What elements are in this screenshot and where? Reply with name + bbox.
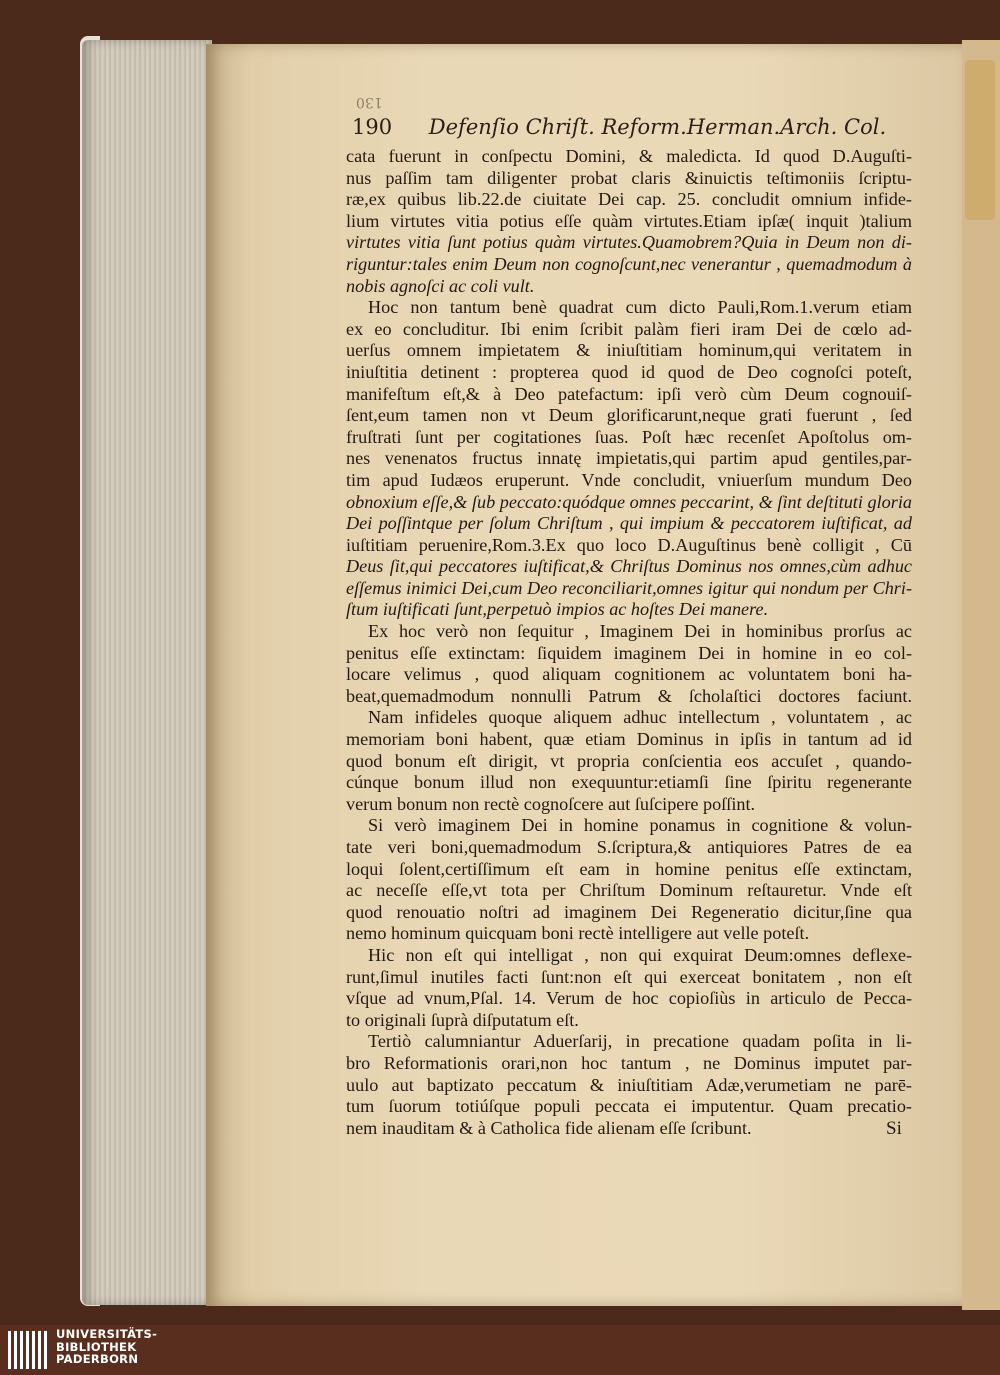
body-text (346, 146, 912, 1139)
library-logo-icon (8, 1331, 48, 1369)
inverted-page-mark: 130 (356, 94, 383, 110)
text-line: Si verò imaginem Dei in homine ponamus in cognitione & volun- (368, 815, 912, 836)
text-line: ſtum iuſtificati ſunt,perpetuò impios ac hoſtes Dei manere. (346, 599, 769, 620)
text-line: uulo aut baptizato peccatum & iniuſtitiam Adæ,verumetiam ne parē- (346, 1074, 912, 1095)
library-name-line: PADERBORN (56, 1352, 139, 1366)
text-line: virtutes vitia ſunt potius quàm virtutes.Quamobrem?Quia in Deum non di- (346, 232, 912, 253)
text-line: quod bonum eſt dirigit, vt propria conſcientia eos accuſet , quando- (346, 750, 912, 771)
catchword: Si (886, 1118, 902, 1139)
text-line: Deus ſit,qui peccatores iuſtificat,& Chriſtus Dominus nos omnes,cùm adhuc (346, 556, 912, 577)
text-line: iniuſtitia detinent : propterea quod id quod de Deo cognoſci poteſt, (346, 361, 912, 382)
text-line: Hic non eſt qui intelligat , non qui exquirat Deum:omnes deflexe- (368, 944, 912, 965)
page-number: 190 (352, 115, 393, 139)
library-name-line: UNIVERSITÄTS- (56, 1327, 158, 1341)
text-line: quod renouatio noſtri ad imaginem Dei Regeneratio dicitur,ſine qua (346, 901, 912, 922)
text-line: fruſtrati ſunt per cogitationes ſuas. Poſt hæc recenſet Apoſtolus om- (346, 426, 912, 447)
text-line: bro Reformationis orari,non hoc tantum , ne Dominus imputet par- (346, 1052, 912, 1073)
text-line: lium virtutes vitia potius eſſe quàm virtutes.Etiam ipſæ( inquit )talium (346, 210, 912, 231)
text-line: runt,ſimul inutiles facti ſunt:non eſt qui exerceat bonitatem , non eſt (346, 966, 912, 987)
text-line: obnoxium eſſe,& ſub peccato:quódque omnes peccarint, & ſint deſtituti gloria (346, 491, 912, 512)
text-line: vſque ad vnum,Pſal. 14. Verum de hoc copioſiùs in articulo de Pecca- (346, 988, 912, 1009)
text-line: nem inauditam & à Catholica fide alienam eſſe ſcribunt. (346, 1117, 752, 1138)
text-line: ræ,ex quibus lib.22.de ciuitate Dei cap. 25. concludit omnium infide- (346, 189, 912, 210)
text-line: riguntur:tales enim Deum non cognoſcunt,nec venerantur , quemadmodum à (346, 253, 912, 274)
text-line: Nam infideles quoque aliquem adhuc intellectum , voluntatem , ac (368, 707, 912, 728)
text-line: nus paſſim tam diligenter probat claris &inuictis teſtimoniis ſcriptu- (346, 167, 912, 188)
book-page-edges (82, 40, 212, 1305)
text-line: uerſus omnem impietatem & iniuſtitiam hominum,qui veritatem in (346, 340, 912, 361)
text-line: memoriam boni habent, quæ etiam Dominus in ipſis in tantum ad id (346, 729, 912, 750)
text-line: locare velimus , quod aliquam cognitionem ac voluntatem boni ha- (346, 664, 912, 685)
text-line: ex eo concluditur. Ibi enim ſcribit palàm fieri iram Dei de cœlo ad- (346, 318, 912, 339)
text-line: Ex hoc verò non ſequitur , Imaginem Dei in hominibus prorſus ac (368, 621, 912, 642)
text-line: cata fuerunt in conſpectu Domini, & maledicta. Id quod D.Auguſti- (346, 146, 912, 166)
library-name (56, 1328, 157, 1366)
text-line: manifeſtum eſt,& à Deo patefactum: ipſi verò cùm Deum cognouiſ- (346, 383, 912, 404)
text-line: ſent,eum tamen non vt Deum glorificarunt,neque grati fuerunt , ſed (346, 405, 912, 426)
facing-page-stain (965, 60, 995, 220)
facing-page-edge (962, 40, 1000, 1310)
text-line: iuſtitiam peruenire,Rom.3.Ex quo loco D.Auguſtinus benè colligit , Cū (346, 534, 912, 555)
text-line: nobis agnoſci ac coli vult. (346, 275, 535, 296)
text-line: penitus eſſe extinctam: ſiquidem imaginem Dei in homine in eo col- (346, 642, 912, 663)
library-name-line: BIBLIOTHEK (56, 1339, 137, 1354)
running-title: Defenſio Chriſt. Reform.Herman.Arch. Col. (428, 115, 887, 139)
text-line: tum ſuorum totiúſque populi peccata ei imputentur. Quam precatio- (346, 1096, 912, 1117)
text-line: verum bonum non rectè cognoſcere aut ſuſcipere poſſint. (346, 793, 756, 814)
running-head (352, 115, 912, 139)
text-line: Dei poſſintque per ſolum Chriſtum , qui impium & peccatorem iuſtificat, ad (346, 513, 912, 534)
text-line: loqui ſolent,certiſſimum eſt eam in homine penitus eſſe extinctam, (346, 858, 912, 879)
text-line: ac neceſſe eſſe,vt tota per Chriſtum Dominum reſtauretur. Vnde eſt (346, 880, 912, 901)
text-line: beat,quemadmodum nonnulli Patrum & ſcholaſtici doctores faciunt. (346, 685, 912, 706)
text-line: cúnque bonum illud non exequuntur:etiamſi ſine ſpiritu regenerante (346, 772, 912, 793)
text-line: nes venenatos fructus innatę impietatis,qui partim apud gentiles,par- (346, 448, 912, 469)
text-line: Tertiò calumniantur Aduerſarij, in precatione quadam poſita in li- (368, 1031, 912, 1052)
text-line: to originali ſuprà diſputatum eſt. (346, 1009, 579, 1030)
text-line: eſſemus inimici Dei,cum Deo reconciliarit,omnes igitur qui nondum per Chri- (346, 577, 912, 598)
text-line: tim apud Iudæos eruperunt. Vnde concludit, vniuerſum mundum Deo (346, 469, 912, 490)
text-line: Hoc non tantum benè quadrat cum dicto Pauli,Rom.1.verum etiam (368, 297, 912, 318)
text-line: tate veri boni,quemadmodum S.ſcriptura,& antiquiores Patres de ea (346, 837, 912, 857)
text-line: nemo hominum quicquam boni rectè intelligere aut velle poteſt. (346, 923, 810, 944)
